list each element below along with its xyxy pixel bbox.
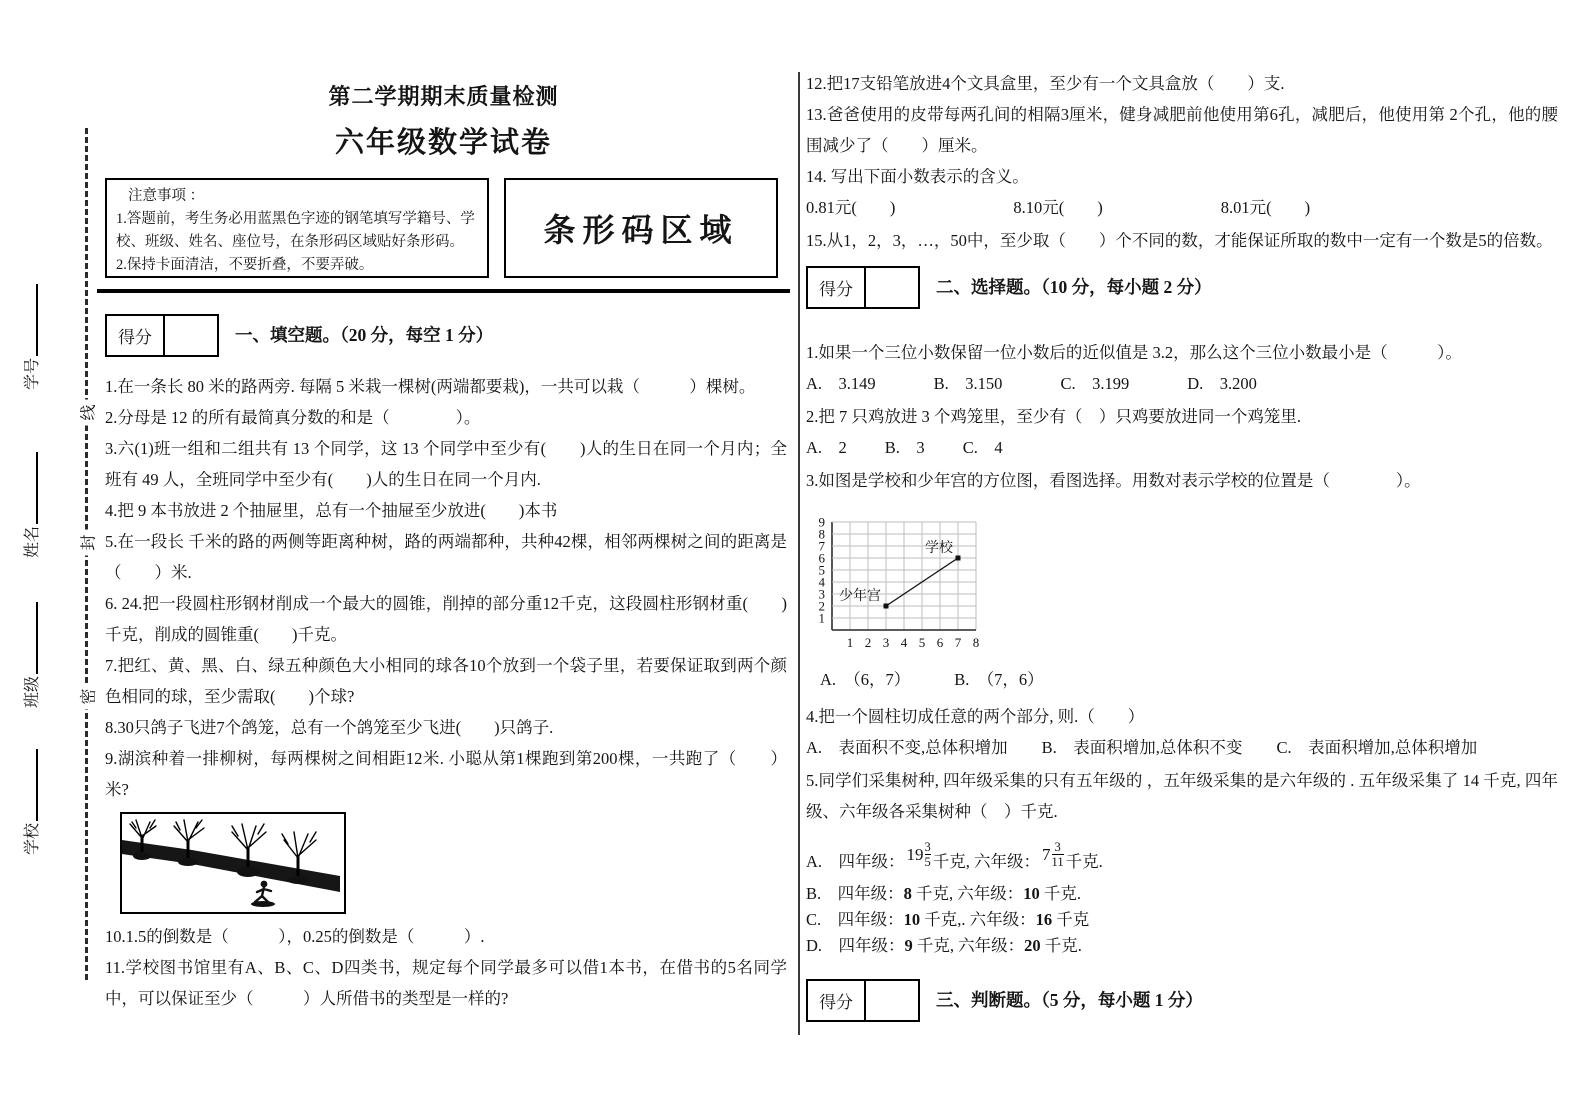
column-divider xyxy=(798,72,800,1035)
question-2: 2.分母是 12 的所有最简真分数的和是（ ）。 xyxy=(105,408,481,427)
choice-question-5: 5.同学们采集树种, 四年级采集的只有五年级的 ，五年级采集的是六年级的 . 五年级采集了 14 千克, 四年级、六年级各采集树种（ ）千克. xyxy=(806,771,1558,821)
notice-item-1: 1.答题前，考生务必用蓝黑色字迹的钢笔填写学籍号、学校、班级、姓名、座位号，在条形码区域贴好条形码。 xyxy=(116,211,475,250)
question-10: 10.1.5的倒数是（ ），0.25的倒数是（ ）. xyxy=(105,927,485,946)
name-field xyxy=(17,408,43,558)
svg-text:1: 1 xyxy=(846,635,854,650)
q4-option-b: B. 表面积增加,总体积不变 xyxy=(1041,738,1243,757)
class-field xyxy=(17,558,43,708)
q5-option-a: A. 四年级： 19 $\frac{3}{5}$ 千克, 六年级： 7 $\frac{3}{11}$ 千克. xyxy=(806,840,1103,872)
school-label: 学校 xyxy=(23,822,41,855)
q14-item-3: 8.01元( ) xyxy=(1220,198,1311,217)
choice-q2-options xyxy=(806,432,1558,463)
q4-option-a: A. 表面积不变,总体积增加 xyxy=(806,738,1008,757)
q5-option-b: B. 四年级：8 千克, 六年级：10 千克. xyxy=(806,884,1082,904)
right-column xyxy=(806,68,1558,1036)
svg-text:6: 6 xyxy=(818,550,825,566)
question-9: 9.湖滨种着一排柳树，每两棵树之间相距12米. 小聪从第1棵跑到第200棵，一共跑了（ ）米? xyxy=(105,749,787,799)
question-3: 3.六(1)班一组和二组共有 13 个同学，这 13 个同学中至少有( )人的生日在同一个月内；全班有 49 人，全班同学中至少有( )人的生日在同一个月内. xyxy=(105,439,787,489)
q2-option-c: C. 4 xyxy=(962,438,1003,457)
question-1: 1.在一条长 80 米的路两旁. 每隔 5 米栽一棵树(两端都要栽)，一共可以栽（ ）棵树。 xyxy=(105,377,756,396)
q2-option-b: B. 3 xyxy=(884,438,925,457)
score-input-cell xyxy=(163,316,217,355)
question-14: 14. 写出下面小数表示的含义。 xyxy=(806,167,1029,186)
question-4: 4.把 9 本书放进 2 个抽屉里，总有一个抽屉至少放进( )本书 xyxy=(105,501,558,520)
svg-text:8: 8 xyxy=(818,526,825,542)
left-column xyxy=(105,312,787,1014)
mixed-number-1: 19 $\frac{3}{5}$ xyxy=(906,840,931,870)
svg-text:7: 7 xyxy=(954,635,962,650)
section1-title: 一、填空题。（20 分，每空 1 分） xyxy=(235,325,494,345)
section3-title: 三、判断题。（5 分，每小题 1 分） xyxy=(936,990,1203,1011)
notice-box xyxy=(105,178,489,278)
choice-question-1: 1.如果一个三位小数保留一位小数后的近似值是 3.2，那么这个三位小数最小是（ ）。 xyxy=(806,343,1462,362)
student-id-field xyxy=(17,240,43,390)
q5-option-d: D. 四年级：9 千克, 六年级：20 千克. xyxy=(806,936,1082,956)
section2-title: 二、选择题。（10 分，每小题 2 分） xyxy=(936,277,1212,297)
question-6: 6. 24.把一段圆柱形钢材削成一个最大的圆锥，削掉的部分重12千克，这段圆柱形钢材重( )千克，削成的圆锥重( )千克。 xyxy=(105,594,787,644)
choice-q4-options xyxy=(806,732,1558,763)
mixed-number-2: 7 $\frac{3}{11}$ xyxy=(1042,840,1064,870)
exam-subtitle: 第二学期期末质量检测 xyxy=(328,84,559,109)
question-15: 15.从1，2，3，…，50中，至少取（ ）个不同的数，才能保证所取的数中一定有一个数是5的倍数。 xyxy=(806,231,1553,250)
score-label: 得分 xyxy=(819,280,853,299)
choice-question-2: 2.把 7 只鸡放进 3 个鸡笼里，至少有（ ）只鸡要放进同一个鸡笼里. xyxy=(806,407,1301,426)
school-field xyxy=(17,705,43,855)
q1-option-b: B. 3.150 xyxy=(933,374,1003,393)
question-14-items xyxy=(806,192,1558,223)
choice-q1-options xyxy=(806,368,1558,399)
score-label: 得分 xyxy=(819,993,853,1013)
question-12: 12.把17支铅笔放进4个文具盒里，至少有一个文具盒放（ ）支. xyxy=(806,74,1285,93)
question-8: 8.30只鸽子飞进7个鸽笼，总有一个鸽笼至少飞进( )只鸽子. xyxy=(105,718,554,737)
score-input-cell xyxy=(864,981,918,1020)
q4-option-c: C. 表面积增加,总体积增加 xyxy=(1276,738,1478,757)
svg-text:5: 5 xyxy=(818,562,825,578)
fill-line xyxy=(22,749,38,821)
q3-option-a: A. （6，7） xyxy=(820,670,911,689)
choice-question-3: 3.如图是学校和少年宫的方位图，看图选择。用数对表示学校的位置是（ ）。 xyxy=(806,471,1421,490)
svg-text:3: 3 xyxy=(882,635,890,650)
svg-text:9: 9 xyxy=(818,514,825,530)
question-7: 7.把红、黄、黑、白、绿五种颜色大小相同的球各10个放到一个袋子里，若要保证取到两个颜色相同的球，至少需取( )个球? xyxy=(105,656,787,706)
q14-item-2: 8.10元( ) xyxy=(1013,198,1103,217)
fill-line xyxy=(22,602,38,674)
question-13: 13.爸爸使用的皮带每两孔间的相隔3厘米，健身减肥前他使用第6孔，减肥后，他使用第 2个孔，他的腰围减少了（ ）厘米。 xyxy=(806,105,1558,155)
q5-option-c: C. 四年级：10 千克,. 六年级：16 千克 xyxy=(806,910,1090,930)
willow-trees-illustration xyxy=(120,812,346,914)
choice-q3-options xyxy=(820,664,1558,695)
fill-line xyxy=(22,452,38,524)
svg-text:学校: 学校 xyxy=(925,541,953,556)
barcode-area-label: 条形码区域 xyxy=(543,212,739,248)
q2-option-a: A. 2 xyxy=(806,438,847,457)
q1-option-c: C. 3.199 xyxy=(1060,374,1130,393)
svg-text:3: 3 xyxy=(818,586,825,602)
score-table xyxy=(806,979,920,1022)
position-grid-svg xyxy=(808,500,990,652)
svg-text:7: 7 xyxy=(818,538,825,554)
question-5: 5.在一段长 千米的路的两侧等距离种树，路的两端都种，共种42棵，相邻两棵树之间的距离是（ ）米. xyxy=(105,532,787,582)
svg-text:1: 1 xyxy=(818,610,825,626)
svg-text:少年宫: 少年宫 xyxy=(839,589,881,604)
notice-item-2: 2.保持卡面清洁，不要折叠，不要弄破。 xyxy=(116,257,374,273)
question-11: 11.学校图书馆里有A、B、C、D四类书，规定每个同学最多可以借1本书，在借书的5名同学中，可以保证至少（ ）人所借书的类型是一样的? xyxy=(105,958,787,1008)
q14-item-1: 0.81元( ) xyxy=(806,198,896,217)
score-label: 得分 xyxy=(118,328,152,347)
svg-text:4: 4 xyxy=(900,635,908,650)
section3-score-row xyxy=(806,979,1558,1022)
seal-char-feng: 封 xyxy=(73,530,102,556)
q1-option-a: A. 3.149 xyxy=(806,374,876,393)
svg-text:4: 4 xyxy=(818,574,825,590)
header xyxy=(97,80,790,161)
header-divider-rule xyxy=(97,289,790,293)
choice-question-4: 4.把一个圆柱切成任意的两个部分, 则.（ ） xyxy=(806,707,1145,726)
svg-text:2: 2 xyxy=(818,598,825,614)
q1-option-d: D. 3.200 xyxy=(1187,374,1257,393)
svg-text:6: 6 xyxy=(936,635,944,650)
q5-option-a-label: A. 四年级： xyxy=(806,852,905,872)
notice-heading: 注意事项 ： xyxy=(128,188,205,204)
fill-line xyxy=(22,284,38,356)
svg-text:5: 5 xyxy=(918,635,926,650)
svg-text:2: 2 xyxy=(864,635,872,650)
svg-text:8: 8 xyxy=(972,635,980,650)
seal-char-xian: 线 xyxy=(73,400,102,426)
score-input-cell xyxy=(864,268,918,307)
section1-score-row xyxy=(105,314,787,357)
student-id-label: 学号 xyxy=(23,357,41,390)
score-table xyxy=(806,266,920,309)
q3-option-b: B. （7，6） xyxy=(954,670,1044,689)
name-label: 姓名 xyxy=(23,525,41,558)
barcode-area xyxy=(504,178,778,278)
seal-char-mi: 密 xyxy=(73,684,102,710)
class-label: 班级 xyxy=(23,675,41,708)
exam-title: 六年级数学试卷 xyxy=(334,127,552,159)
section2-score-row xyxy=(806,266,1558,309)
score-table xyxy=(105,314,219,357)
position-grid-figure xyxy=(808,500,1558,662)
